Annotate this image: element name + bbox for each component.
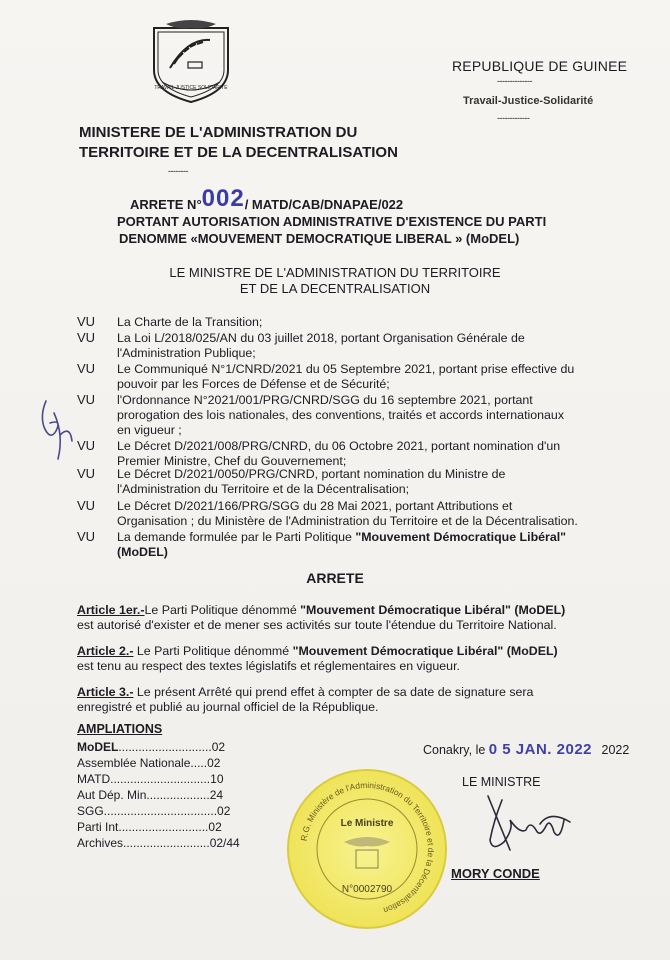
date-stamp: 0 5 JAN. 2022 — [488, 741, 593, 758]
minister-signature — [480, 790, 590, 860]
minister-name: MORY CONDE — [451, 866, 540, 881]
ministry-line-2: TERRITOIRE ET DE LA DECENTRALISATION — [79, 144, 398, 161]
ampliation-row: MoDEL............................02 — [77, 740, 226, 754]
national-motto: Travail-Justice-Solidarité — [463, 95, 594, 107]
vu-item: l'Ordonnance N°2021/001/PRG/CNRD/SGG du 16 septembre 2021, portant prorogation des lois nationales, des conventions, traités et accords internationaux en vigueur ; — [117, 393, 565, 438]
ampliation-row: Assemblée Nationale.....02 — [77, 756, 221, 770]
vu-item: Le Décret D/2021/166/PRG/SGG du 28 Mai 2021, portant Attributions et Organisation ; du Ministère de l'Administration du Territoire et de la Décentralisation. — [117, 499, 578, 529]
vu-item: Le Décret D/2021/008/PRG/CNRD, du 06 Octobre 2021, portant nomination d'un Premier Ministre, Chef du Gouvernement; — [117, 439, 561, 469]
svg-text:TRAVAIL JUSTICE SOLIDARITE: TRAVAIL JUSTICE SOLIDARITE — [154, 85, 228, 91]
vu-item: Le Communiqué N°1/CNRD/2021 du 05 Septembre 2021, portant prise effective du pouvoir par les Forces de Défense et de Sécurité; — [117, 362, 575, 392]
vu-item: Le Décret D/2021/0050/PRG/CNRD, portant nomination du Ministre de l'Administration du Territoire et de la Décentralisation; — [117, 467, 506, 497]
minister-title: LE MINISTRE — [462, 775, 541, 789]
ampliation-row: Archives..........................02/44 — [77, 836, 240, 850]
decree-reference — [130, 185, 404, 216]
official-seal — [286, 768, 448, 930]
vu-label: VU — [77, 529, 96, 544]
ampliation-row: SGG..................................02 — [77, 804, 231, 818]
coat-of-arms-emblem — [148, 18, 234, 104]
decree-title-line-1: PORTANT AUTORISATION ADMINISTRATIVE D'EXISTENCE DU PARTI — [117, 214, 547, 229]
republic-name: REPUBLIQUE DE GUINEE — [452, 58, 628, 74]
place-and-date: Conakry, le 0 5 JAN. 2022 2022 — [423, 741, 630, 758]
article-3: Article 3.- Le présent Arrêté qui prend effet à compter de sa date de signature sera enregistré et publié au journal officiel de la République. — [77, 685, 534, 715]
vu-label: VU — [77, 314, 96, 329]
minister-heading — [0, 265, 670, 297]
vu-item: La demande formulée par le Parti Politique "Mouvement Démocratique Libéral" (MoDEL) — [117, 530, 567, 560]
ampliation-row: Parti Int...........................02 — [77, 820, 222, 834]
vu-label: VU — [77, 330, 96, 345]
vu-label: VU — [77, 392, 96, 407]
minister-heading-line-1: LE MINISTRE DE L'ADMINISTRATION DU TERRITOIRE — [169, 265, 501, 280]
separator: -------------- — [497, 76, 532, 86]
seal-serial: N°0002790 — [341, 884, 393, 895]
ampliations-heading: AMPLIATIONS — [77, 722, 163, 736]
decree-prefix: ARRETE N° — [130, 197, 202, 212]
arrete-heading: ARRETE — [306, 570, 364, 586]
decree-suffix: / MATD/CAB/DNAPAE/022 — [244, 197, 404, 212]
ministry-name — [79, 123, 398, 163]
ampliation-row: Aut Dép. Min...................24 — [77, 788, 224, 802]
vu-label: VU — [77, 438, 96, 453]
article-1: Article 1er.-Le Parti Politique dénommé "Mouvement Démocratique Libéral" (MoDEL) est autorisé d'exister et de mener ses activités sur toute l'étendue du Territoire National. — [77, 603, 566, 633]
vu-item: La Charte de la Transition; — [117, 315, 263, 329]
vu-label: VU — [77, 466, 96, 481]
decree-title-line-2: DENOMME «MOUVEMENT DEMOCRATIQUE LIBERAL » (MoDEL) — [119, 231, 520, 246]
margin-initials — [36, 395, 76, 465]
vu-label: VU — [77, 498, 96, 513]
separator: -------- — [168, 166, 188, 176]
article-2: Article 2.- Le Parti Politique dénommé "Mouvement Démocratique Libéral" (MoDEL) est tenu au respect des textes législatifs et réglementaires en vigueur. — [77, 644, 558, 674]
ministry-line-1: MINISTERE DE L'ADMINISTRATION DU — [79, 124, 358, 141]
decree-number-stamp: 002 — [201, 185, 245, 212]
seal-center-text: Le Ministre — [340, 818, 394, 829]
vu-item: La Loi L/2018/025/AN du 03 juillet 2018, portant Organisation Générale de l'Administration Publique; — [117, 331, 525, 361]
vu-label: VU — [77, 361, 96, 376]
minister-heading-line-2: ET DE LA DECENTRALISATION — [239, 281, 431, 296]
separator: ------------- — [497, 113, 530, 123]
svg-text:R.G. Ministère de l'Administra: R.G. Ministère de l'Administration du Territoire et de la Décentralisation — [298, 779, 437, 916]
ampliation-row: MATD..............................10 — [77, 772, 224, 786]
